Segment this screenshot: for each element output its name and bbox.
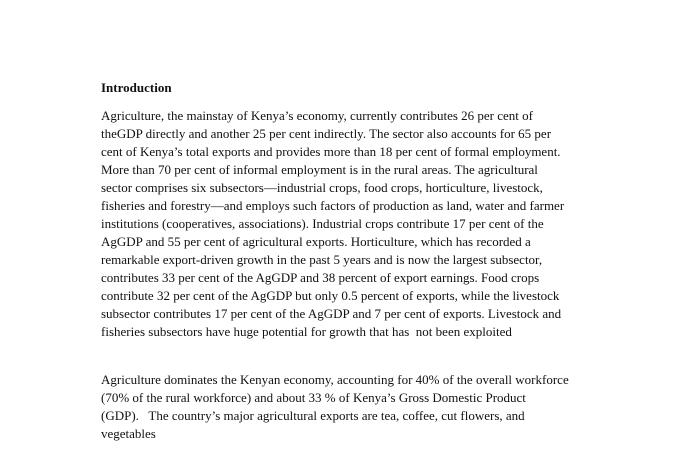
text-line: fisheries and forestry—and employs such factors of production as land, water and farmer (101, 198, 565, 213)
text-line: subsector contributes 17 per cent of the AgGDP and 7 per cent of exports. Livestock and (101, 306, 562, 321)
text-line: Agriculture, the mainstay of Kenya’s economy, currently contributes 26 per cent of (101, 108, 533, 123)
text-line: fisheries subsectors have huge potential for growth that has not been exploited (101, 324, 512, 339)
text-line: vegetables (101, 426, 156, 441)
text-line: More than 70 per cent of informal employment is in the rural areas. The agricultural (101, 162, 538, 177)
paragraph-workforce-gdp (101, 371, 601, 443)
text-line: (GDP). The country’s major agricultural exports are tea, coffee, cut flowers, and (101, 408, 525, 423)
section-heading: Introduction (101, 80, 172, 95)
text-line: AgGDP and 55 per cent of agricultural exports. Horticulture, which has recorded a (101, 234, 531, 249)
text-line: sector comprises six subsectors—industrial crops, food crops, horticulture, livestock, (101, 180, 543, 195)
text-line: theGDP directly and another 25 per cent indirectly. The sector also accounts for 65 per (101, 126, 552, 141)
text-line: (70% of the rural workforce) and about 33 % of Kenya’s Gross Domestic Product (101, 390, 526, 405)
text-line: contribute 32 per cent of the AgGDP but only 0.5 percent of exports, while the livestock (101, 288, 560, 303)
paragraph-agriculture-economy (101, 107, 601, 341)
text-line: Agriculture dominates the Kenyan economy, accounting for 40% of the overall workforce (101, 372, 569, 387)
text-line: institutions (cooperatives, associations). Industrial crops contribute 17 per cent of the (101, 216, 544, 231)
text-line: remarkable export-driven growth in the past 5 years and is now the largest subsector, (101, 252, 543, 267)
text-line: contributes 33 per cent of the AgGDP and 38 percent of export earnings. Food crops (101, 270, 540, 285)
text-line: cent of Kenya’s total exports and provides more than 18 per cent of formal employment. (101, 144, 561, 159)
